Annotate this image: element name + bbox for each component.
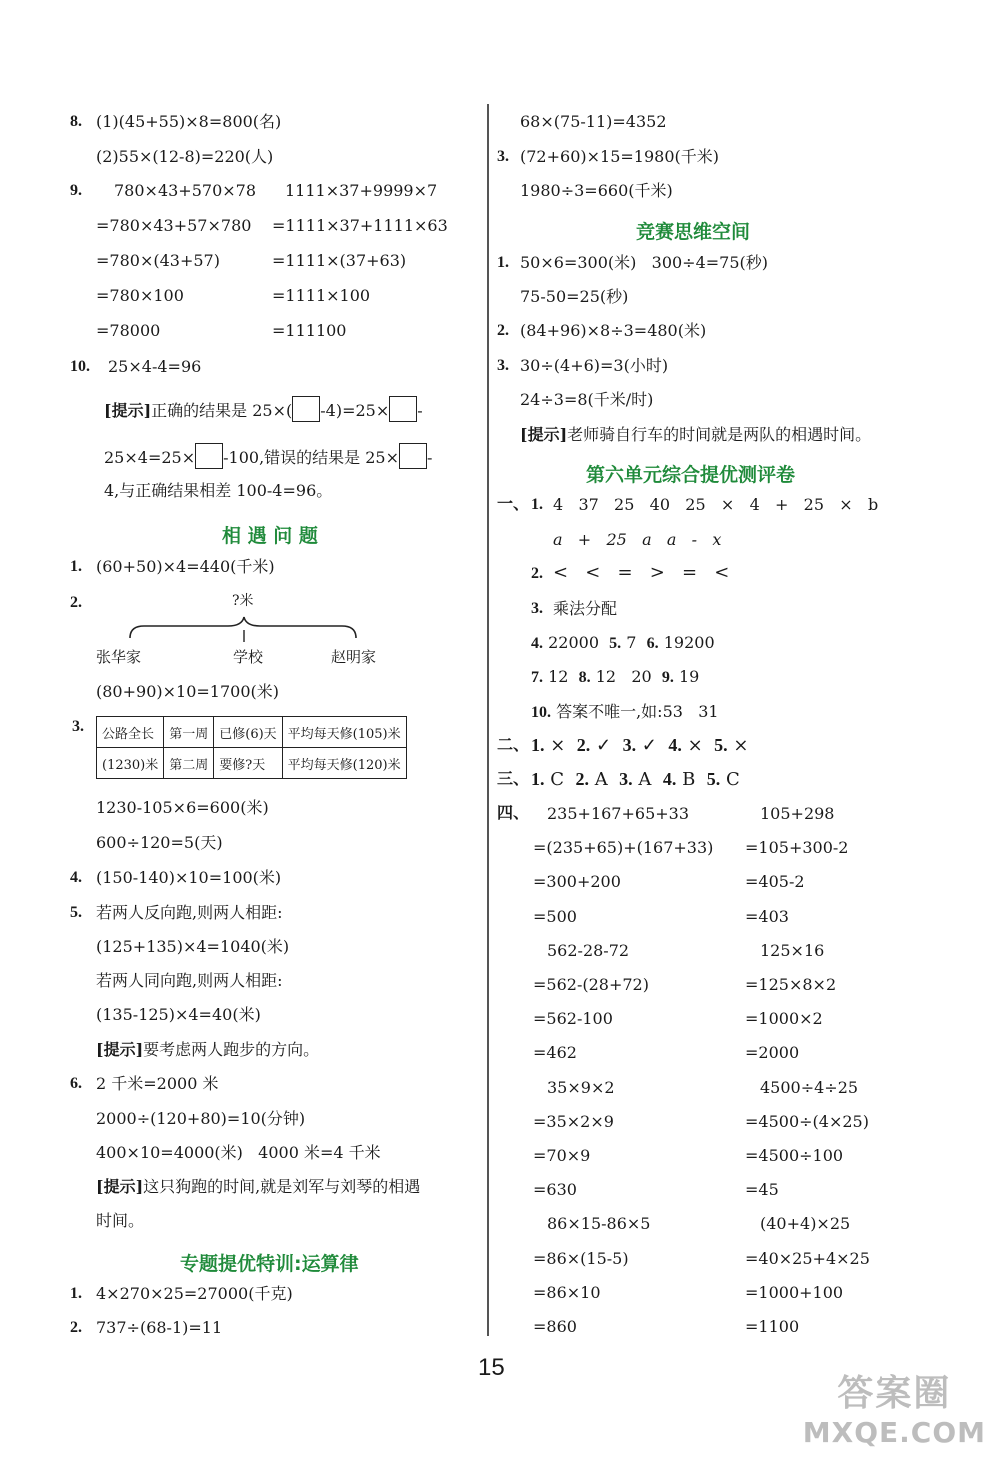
law-q1: 4×270×25=27000(千克) [96, 1284, 293, 1303]
right-q3-b: 1980÷3=660(千米) [520, 181, 673, 200]
comp-q3: 30÷(4+6)=3(小时) [520, 356, 669, 375]
calc-left-line: 35×9×2 [547, 1078, 615, 1097]
calc-left-line: =462 [533, 1043, 577, 1062]
calc-left-line: =562-100 [533, 1009, 613, 1028]
meet-q4: (150-140)×10=100(米) [96, 868, 282, 887]
meet-q3-number: 3. [72, 718, 84, 735]
comp-tip: [提示]老师骑自行车的时间就是两队的相遇时间。 [520, 425, 872, 444]
u-q4-6: 4. 22000 5. 7 6. 19200 [531, 633, 715, 652]
law-q1-number: 1. [70, 1285, 82, 1302]
q9-b-1: =1111×37+1111×63 [272, 216, 448, 235]
law-q2-number: 2. [70, 1319, 82, 1336]
u-q3: 乘法分配 [553, 599, 618, 618]
calc-right-line: =405-2 [745, 872, 805, 891]
table-cell: 平均每天修(105)米 [282, 717, 406, 748]
meet-q5-a: 若两人反向跑,则两人相距: [96, 903, 283, 922]
meet-q2-answer: (80+90)×10=1700(米) [96, 682, 279, 701]
q10-line1: 25×4-4=96 [108, 357, 202, 376]
q9-b-3: =1111×100 [272, 286, 371, 305]
table-cell: 公路全长 [97, 717, 164, 748]
diagram-question-label: ?米 [232, 593, 254, 609]
blank-box [292, 396, 320, 422]
blank-box [399, 443, 427, 469]
comp-q2: (84+96)×8÷3=480(米) [520, 321, 707, 340]
tip-label: [提示] [520, 425, 568, 444]
calc-right-line: 125×16 [760, 941, 825, 960]
q9-a-4: =78000 [96, 321, 161, 340]
right-top-line: 68×(75-11)=4352 [520, 112, 667, 131]
table-row [97, 748, 407, 779]
calc-right-line: =1000×2 [745, 1009, 823, 1028]
meet-q1-number: 1. [70, 558, 82, 575]
q10-tip-line1: [提示]正确的结果是 25×( -4)=25× - [104, 396, 423, 422]
table-cell: 已修(6)天 [214, 717, 282, 748]
calc-left-line: =35×2×9 [533, 1112, 614, 1131]
meet-q6-number: 6. [70, 1075, 82, 1092]
calc-left-line: =(235+65)+(167+33) [533, 838, 714, 857]
u-q1-number: 1. [531, 496, 543, 513]
q8-line1: (1)(45+55)×8=800(名) [96, 112, 282, 131]
calc-left-line: =562-(28+72) [533, 975, 649, 994]
calc-left-line: =86×(15-5) [533, 1249, 629, 1268]
calc-right-line: 105+298 [760, 804, 835, 823]
calc-right-line: =125×8×2 [745, 975, 837, 994]
q9-b-2: =1111×(37+63) [272, 251, 407, 270]
calc-right-line: =1100 [745, 1317, 800, 1336]
section-title-competition: 竞赛思维空间 [636, 221, 751, 243]
right-q3-number: 3. [497, 148, 509, 165]
meet-q3-a: 1230-105×6=600(米) [96, 798, 269, 817]
comp-q1-number: 1. [497, 254, 509, 271]
comp-q3-b: 24÷3=8(千米/时) [520, 390, 654, 409]
comp-q3-number: 3. [497, 357, 509, 374]
calc-left-line: 562-28-72 [547, 941, 630, 960]
diagram-label-zhanghua: 张华家 [96, 648, 142, 666]
section-title-meeting: 相 遇 问 题 [222, 525, 318, 547]
table-row [97, 717, 407, 748]
calc-left-line: =860 [533, 1317, 577, 1336]
calc-left-line: 86×15-86×5 [547, 1214, 651, 1233]
watermark-url: MXQE.COM [802, 1416, 986, 1449]
calc-right-line: (40+4)×25 [760, 1214, 851, 1233]
road-table [96, 716, 407, 779]
brace-diagram [124, 614, 364, 644]
calc-right-line: =1000+100 [745, 1283, 844, 1302]
meet-q5-d: (135-125)×4=40(米) [96, 1005, 261, 1024]
section-title-unit6-test: 第六单元综合提优测评卷 [586, 464, 796, 486]
calc-right-line: =2000 [745, 1043, 800, 1062]
q10-tip-line2: 25×4=25× -100,错误的结果是 25× - [104, 443, 432, 469]
right-q3: (72+60)×15=1980(千米) [520, 147, 719, 166]
calc-left-line: =630 [533, 1180, 577, 1199]
watermark-text: 答案圈 [837, 1373, 952, 1414]
table-cell: 第二周 [164, 748, 214, 779]
meet-q5-number: 5. [70, 904, 82, 921]
part2-label: 二、 [497, 737, 530, 754]
u-q2: < < = > = < [553, 562, 730, 583]
q9-a-0: 780×43+570×78 [114, 181, 257, 200]
part1-label: 一、 [497, 496, 530, 513]
table-cell: 第一周 [164, 717, 214, 748]
blank-box [195, 443, 223, 469]
calc-right-line: =4500÷(4×25) [745, 1112, 869, 1131]
section-title-operation-laws: 专题提优特训:运算律 [180, 1253, 359, 1275]
calc-left-line: =300+200 [533, 872, 621, 891]
q9-b-0: 1111×37+9999×7 [285, 181, 438, 200]
calc-right-line: =4500÷100 [745, 1146, 844, 1165]
calc-left-line: 235+167+65+33 [547, 804, 690, 823]
meet-q2-number: 2. [70, 594, 82, 611]
u-q1-b: a + 25 a a - x [553, 530, 722, 549]
tip-label: [提示] [96, 1177, 144, 1196]
u-q7-9: 7. 12 8. 12 20 9. 19 [531, 667, 700, 686]
column-divider [487, 104, 489, 1336]
meet-q3-b: 600÷120=5(天) [96, 833, 223, 852]
meet-q4-number: 4. [70, 869, 82, 886]
q9-b-4: =111100 [272, 321, 347, 340]
part3-answers: 1. C 2. A 3. A 4. B 5. C [531, 769, 740, 790]
q9-a-1: =780×43+57×780 [96, 216, 252, 235]
q10-tip-line3: 4,与正确结果相差 100-4=96。 [104, 481, 333, 500]
meet-q6-a: 2 千米=2000 米 [96, 1074, 219, 1093]
law-q2: 737÷(68-1)=11 [96, 1318, 223, 1337]
q9-number: 9. [70, 182, 82, 199]
meet-q6-tip2: 时间。 [96, 1211, 145, 1230]
calc-right-line: =40×25+4×25 [745, 1249, 870, 1268]
meet-q5-b: (125+135)×4=1040(米) [96, 937, 290, 956]
diagram-label-zhaoming: 赵明家 [331, 648, 377, 666]
tip-label: [提示] [96, 1040, 144, 1059]
u-q1: 4 37 25 40 25 × 4 + 25 × b [553, 495, 879, 514]
meet-q6-tip: [提示]这只狗跑的时间,就是刘军与刘琴的相遇 [96, 1177, 421, 1196]
comp-q1-b: 75-50=25(秒) [520, 287, 629, 306]
calc-left-line: =86×10 [533, 1283, 601, 1302]
q9-a-3: =780×100 [96, 286, 184, 305]
tip-label: [提示] [104, 401, 152, 420]
table-cell: (1230)米 [97, 748, 164, 779]
meet-q5-c: 若两人同向跑,则两人相距: [96, 971, 283, 990]
q10-number: 10. [70, 358, 90, 375]
meet-q6-c: 400×10=4000(米) 4000 米=4 千米 [96, 1143, 381, 1162]
calc-right-line: 4500÷4÷25 [760, 1078, 859, 1097]
meet-q6-b: 2000÷(120+80)=10(分钟) [96, 1109, 306, 1128]
part2-answers: 1. × 2. ✓ 3. ✓ 4. × 5. × [531, 735, 749, 756]
meet-q1: (60+50)×4=440(千米) [96, 557, 275, 576]
u-q3-number: 3. [531, 600, 543, 617]
q8-line2: (2)55×(12-8)=220(人) [96, 147, 274, 166]
page-number: 15 [478, 1354, 505, 1381]
part3-label: 三、 [497, 771, 530, 788]
comp-q2-number: 2. [497, 322, 509, 339]
q8-number: 8. [70, 113, 82, 130]
calc-left-line: =500 [533, 907, 577, 926]
blank-box [389, 396, 417, 422]
diagram-label-school: 学校 [233, 648, 264, 666]
comp-q1: 50×6=300(米) 300÷4=75(秒) [520, 253, 769, 272]
watermark-logo [803, 1365, 986, 1449]
u-q2-number: 2. [531, 565, 543, 582]
meet-q5-tip: [提示]要考虑两人跑步的方向。 [96, 1040, 320, 1059]
calc-left-line: =70×9 [533, 1146, 591, 1165]
table-cell: 要修?天 [214, 748, 282, 779]
q9-a-2: =780×(43+57) [96, 251, 220, 270]
calc-right-line: =403 [745, 907, 789, 926]
table-cell: 平均每天修(120)米 [282, 748, 406, 779]
calc-right-line: =105+300-2 [745, 838, 849, 857]
u-q10: 10. 答案不唯一,如:53 31 [531, 702, 719, 721]
calc-right-line: =45 [745, 1180, 779, 1199]
part4-label: 四、 [497, 805, 530, 822]
